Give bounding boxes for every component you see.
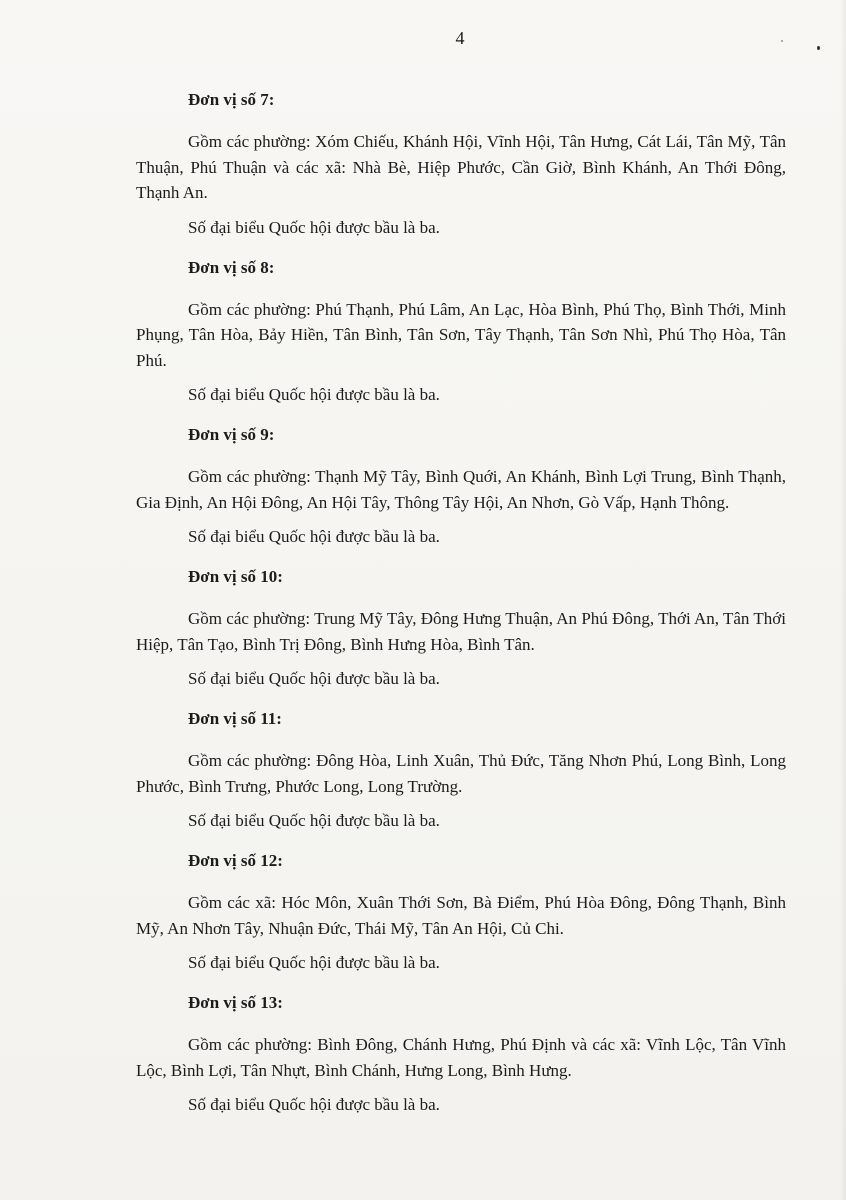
unit-heading: Đơn vị số 10: <box>188 567 283 586</box>
electoral-unit-11 <box>136 708 786 832</box>
electoral-unit-10 <box>136 566 786 690</box>
unit-deputy-count: Số đại biểu Quốc hội được bầu là ba. <box>188 1095 440 1114</box>
electoral-unit-7 <box>136 89 786 239</box>
electoral-unit-8 <box>136 257 786 407</box>
unit-deputy-count: Số đại biểu Quốc hội được bầu là ba. <box>188 385 440 404</box>
unit-description: Gồm các xã: Hóc Môn, Xuân Thới Sơn, Bà Điểm, Phú Hòa Đông, Đông Thạnh, Bình Mỹ, An Nhơn Tây, Nhuận Đức, Thái Mỹ, Tân An Hội, Củ Chi. <box>136 893 786 938</box>
unit-heading: Đơn vị số 7: <box>188 90 275 109</box>
unit-description: Gồm các phường: Phú Thạnh, Phú Lâm, An Lạc, Hòa Bình, Phú Thọ, Bình Thới, Minh Phụng, Tân Hòa, Bảy Hiền, Tân Bình, Tân Sơn, Tây Thạnh, Tân Sơn Nhì, Phú Thọ Hòa, Tân Phú. <box>136 299 786 370</box>
unit-description: Gồm các phường: Trung Mỹ Tây, Đông Hưng Thuận, An Phú Đông, Thới An, Tân Thới Hiệp, Tân Tạo, Bình Trị Đông, Bình Hưng Hòa, Bình Tân. <box>136 609 786 654</box>
scan-edge-shadow <box>840 0 846 1200</box>
document-body <box>136 89 786 1134</box>
unit-heading: Đơn vị số 8: <box>188 257 275 277</box>
page-number: 4 <box>455 28 465 48</box>
unit-heading: Đơn vị số 13: <box>188 993 283 1012</box>
electoral-unit-12 <box>136 850 786 974</box>
unit-deputy-count: Số đại biểu Quốc hội được bầu là ba. <box>188 669 440 688</box>
unit-description: Gồm các phường: Đông Hòa, Linh Xuân, Thủ Đức, Tăng Nhơn Phú, Long Bình, Long Phước, Bình Trưng, Phước Long, Long Trường. <box>136 751 786 796</box>
unit-deputy-count: Số đại biểu Quốc hội được bầu là ba. <box>188 953 440 972</box>
electoral-unit-13 <box>136 992 786 1116</box>
unit-deputy-count: Số đại biểu Quốc hội được bầu là ba. <box>188 217 440 237</box>
unit-heading: Đơn vị số 11: <box>188 709 282 728</box>
unit-heading: Đơn vị số 9: <box>188 425 275 444</box>
unit-description: Gồm các phường: Thạnh Mỹ Tây, Bình Quới, An Khánh, Bình Lợi Trung, Bình Thạnh, Gia Định, An Hội Đông, An Hội Tây, Thông Tây Hội, An Nhơn, Gò Vấp, Hạnh Thông. <box>136 467 786 512</box>
unit-description: Gồm các phường: Xóm Chiếu, Khánh Hội, Vĩnh Hội, Tân Hưng, Cát Lái, Tân Mỹ, Tân Thuận, Phú Thuận và các xã: Nhà Bè, Hiệp Phước, Cần Giờ, Bình Khánh, An Thới Đông, Thạnh An. <box>136 132 786 202</box>
unit-deputy-count: Số đại biểu Quốc hội được bầu là ba. <box>188 527 440 546</box>
unit-description: Gồm các phường: Bình Đông, Chánh Hưng, Phú Định và các xã: Vĩnh Lộc, Tân Vĩnh Lộc, Bình Lợi, Tân Nhựt, Bình Chánh, Hưng Long, Bình Hưng. <box>136 1035 786 1080</box>
electoral-unit-9 <box>136 424 786 548</box>
unit-heading: Đơn vị số 12: <box>188 851 283 870</box>
unit-deputy-count: Số đại biểu Quốc hội được bầu là ba. <box>188 811 440 830</box>
